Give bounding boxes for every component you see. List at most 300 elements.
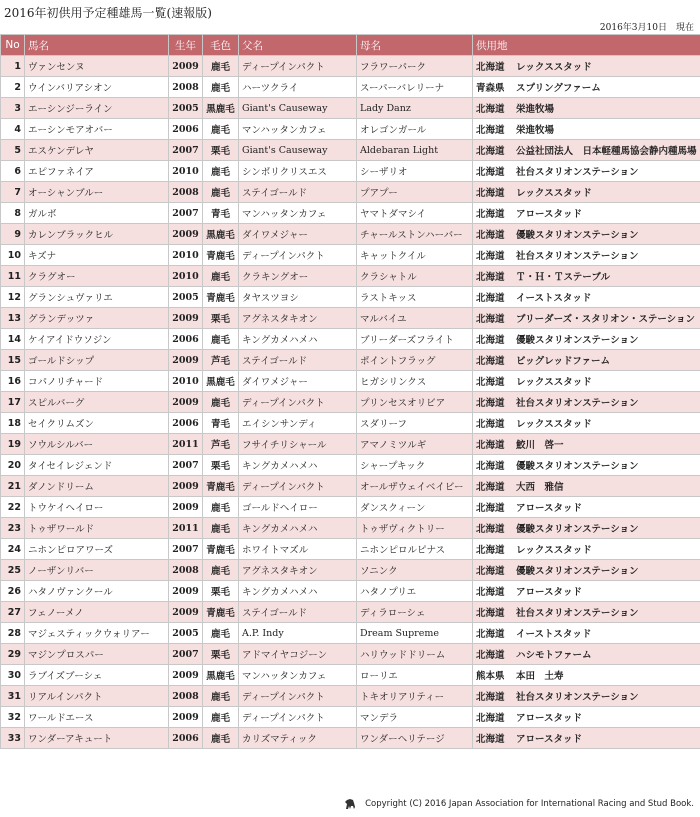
farm-name: 公益社団法人 日本軽種馬協会静内種馬場 [516, 146, 697, 157]
sire-name: マンハッタンカフェ [239, 119, 357, 140]
horse-name: タイセイレジェンド [25, 455, 169, 476]
coat-color: 鹿毛 [203, 623, 239, 644]
coat-color: 青鹿毛 [203, 602, 239, 623]
dam-name: プリンセスオリビア [357, 392, 473, 413]
dam-name: ソニンク [357, 560, 473, 581]
coat-color: 青毛 [203, 413, 239, 434]
birth-year: 2009 [169, 707, 203, 728]
prefecture: 北海道 [476, 545, 505, 556]
sire-name: ステイゴールド [239, 182, 357, 203]
coat-color: 芦毛 [203, 350, 239, 371]
farm-name: 社台スタリオンステーション [516, 608, 639, 619]
row-no: 30 [1, 665, 25, 686]
stallion-table [0, 34, 700, 749]
sire-name: クラキングオー [239, 266, 357, 287]
horse-name: エピファネイア [25, 161, 169, 182]
horse-name: ソウルシルバー [25, 434, 169, 455]
col-header-year: 生年 [169, 35, 203, 56]
stud-location [473, 98, 700, 119]
prefecture: 青森県 [476, 83, 505, 94]
row-no: 11 [1, 266, 25, 287]
dam-name: トキオリアリティー [357, 686, 473, 707]
prefecture: 北海道 [476, 146, 505, 157]
dam-name: トゥザヴィクトリー [357, 518, 473, 539]
stud-location [473, 56, 700, 77]
coat-color: 鹿毛 [203, 329, 239, 350]
birth-year: 2005 [169, 623, 203, 644]
birth-year: 2009 [169, 350, 203, 371]
row-no: 27 [1, 602, 25, 623]
stud-location [473, 77, 700, 98]
horse-name: コパノリチャード [25, 371, 169, 392]
stud-location [473, 224, 700, 245]
horse-name: ヴァンセンヌ [25, 56, 169, 77]
horse-name: カレンブラックヒル [25, 224, 169, 245]
col-header-name: 馬名 [25, 35, 169, 56]
horse-name: グランシュヴァリエ [25, 287, 169, 308]
prefecture: 北海道 [476, 125, 505, 136]
table-row [1, 329, 700, 350]
sire-name: ディープインパクト [239, 245, 357, 266]
stud-location [473, 476, 700, 497]
stud-location [473, 287, 700, 308]
table-row [1, 371, 700, 392]
row-no: 29 [1, 644, 25, 665]
farm-name: 大西 雅信 [516, 482, 564, 493]
dam-name: ニホンピロルピナス [357, 539, 473, 560]
dam-name: マルバイユ [357, 308, 473, 329]
horse-name: トウケイヘイロー [25, 497, 169, 518]
coat-color: 栗毛 [203, 140, 239, 161]
dam-name: スーパーバレリーナ [357, 77, 473, 98]
farm-name: 優駿スタリオンステーション [516, 566, 639, 577]
dam-name: シャープキック [357, 455, 473, 476]
horse-name: ウインバリアシオン [25, 77, 169, 98]
coat-color: 青鹿毛 [203, 287, 239, 308]
birth-year: 2010 [169, 245, 203, 266]
table-row [1, 350, 700, 371]
farm-name: レックススタッド [516, 62, 592, 73]
row-no: 24 [1, 539, 25, 560]
birth-year: 2007 [169, 203, 203, 224]
prefecture: 北海道 [476, 419, 505, 430]
sire-name: ハーツクライ [239, 77, 357, 98]
farm-name: 栄進牧場 [516, 104, 555, 115]
dam-name: ローリエ [357, 665, 473, 686]
row-no: 12 [1, 287, 25, 308]
stud-location [473, 518, 700, 539]
row-no: 3 [1, 98, 25, 119]
dam-name: ヒガシリンクス [357, 371, 473, 392]
prefecture: 熊本県 [476, 671, 505, 682]
table-row [1, 77, 700, 98]
farm-name: アロースタッド [516, 713, 583, 724]
row-no: 9 [1, 224, 25, 245]
row-no: 31 [1, 686, 25, 707]
dam-name: ディラローシェ [357, 602, 473, 623]
row-no: 15 [1, 350, 25, 371]
farm-name: アロースタッド [516, 587, 583, 598]
horse-name: エスケンデレヤ [25, 140, 169, 161]
prefecture: 北海道 [476, 650, 505, 661]
horse-name: ゴールドシップ [25, 350, 169, 371]
dam-name: キャットクイル [357, 245, 473, 266]
stud-location [473, 728, 700, 749]
sire-name: ダイワメジャー [239, 371, 357, 392]
horse-name: クラグオー [25, 266, 169, 287]
sire-name: マンハッタンカフェ [239, 203, 357, 224]
coat-color: 栗毛 [203, 455, 239, 476]
dam-name: オールザウェイベイビー [357, 476, 473, 497]
birth-year: 2005 [169, 98, 203, 119]
horse-name: マジンプロスパー [25, 644, 169, 665]
table-header-row [1, 35, 700, 56]
horse-name: リアルインパクト [25, 686, 169, 707]
stud-location [473, 203, 700, 224]
prefecture: 北海道 [476, 398, 505, 409]
dam-name: スダリーフ [357, 413, 473, 434]
col-header-color: 毛色 [203, 35, 239, 56]
sire-name: ダイワメジャー [239, 224, 357, 245]
birth-year: 2008 [169, 560, 203, 581]
dam-name: チャールストンハーバー [357, 224, 473, 245]
stud-location [473, 392, 700, 413]
birth-year: 2006 [169, 329, 203, 350]
birth-year: 2008 [169, 686, 203, 707]
farm-name: 優駿スタリオンステーション [516, 335, 639, 346]
sire-name: Giant's Causeway [239, 98, 357, 119]
prefecture: 北海道 [476, 566, 505, 577]
prefecture: 北海道 [476, 377, 505, 388]
stud-location [473, 581, 700, 602]
col-header-no: No [1, 35, 25, 56]
table-row [1, 476, 700, 497]
table-row [1, 560, 700, 581]
farm-name: スプリングファーム [516, 83, 601, 94]
sire-name: アグネスタキオン [239, 308, 357, 329]
row-no: 26 [1, 581, 25, 602]
coat-color: 黒鹿毛 [203, 98, 239, 119]
table-row [1, 392, 700, 413]
coat-color: 鹿毛 [203, 686, 239, 707]
horse-name: グランデッツァ [25, 308, 169, 329]
farm-name: 社台スタリオンステーション [516, 398, 639, 409]
birth-year: 2010 [169, 371, 203, 392]
dam-name: シーザリオ [357, 161, 473, 182]
birth-year: 2007 [169, 455, 203, 476]
table-row [1, 266, 700, 287]
row-no: 28 [1, 623, 25, 644]
row-no: 14 [1, 329, 25, 350]
stud-location [473, 245, 700, 266]
table-row [1, 287, 700, 308]
dam-name: オレゴンガール [357, 119, 473, 140]
horse-name: キズナ [25, 245, 169, 266]
prefecture: 北海道 [476, 167, 505, 178]
horse-name: ワンダーアキュート [25, 728, 169, 749]
farm-name: アロースタッド [516, 503, 583, 514]
sire-name: アドマイヤコジーン [239, 644, 357, 665]
row-no: 22 [1, 497, 25, 518]
horse-name: ノーザンリバー [25, 560, 169, 581]
horse-name: マジェスティックウォリアー [25, 623, 169, 644]
table-row [1, 497, 700, 518]
dam-name: マンデラ [357, 707, 473, 728]
sire-name: タヤスツヨシ [239, 287, 357, 308]
birth-year: 2010 [169, 266, 203, 287]
prefecture: 北海道 [476, 230, 505, 241]
birth-year: 2011 [169, 434, 203, 455]
dam-name: ヤマトダマシイ [357, 203, 473, 224]
coat-color: 黒鹿毛 [203, 224, 239, 245]
coat-color: 鹿毛 [203, 392, 239, 413]
coat-color: 鹿毛 [203, 497, 239, 518]
farm-name: 優駿スタリオンステーション [516, 524, 639, 535]
row-no: 20 [1, 455, 25, 476]
sire-name: Giant's Causeway [239, 140, 357, 161]
horse-name: ガルボ [25, 203, 169, 224]
farm-name: レックススタッド [516, 545, 592, 556]
farm-name: 鮫川 啓一 [516, 440, 564, 451]
table-row [1, 455, 700, 476]
birth-year: 2007 [169, 140, 203, 161]
col-header-location: 供用地 [473, 35, 700, 56]
table-row [1, 665, 700, 686]
prefecture: 北海道 [476, 62, 505, 73]
stud-location [473, 266, 700, 287]
stud-location [473, 623, 700, 644]
row-no: 19 [1, 434, 25, 455]
stud-location [473, 350, 700, 371]
table-row [1, 245, 700, 266]
coat-color: 鹿毛 [203, 707, 239, 728]
horse-name: エーシンモアオバー [25, 119, 169, 140]
table-row [1, 119, 700, 140]
row-no: 16 [1, 371, 25, 392]
horse-name: ケイアイドウソジン [25, 329, 169, 350]
stud-location [473, 644, 700, 665]
stud-location [473, 707, 700, 728]
prefecture: 北海道 [476, 461, 505, 472]
table-row [1, 434, 700, 455]
row-no: 1 [1, 56, 25, 77]
coat-color: 鹿毛 [203, 161, 239, 182]
dam-name: ワンダーヘリテージ [357, 728, 473, 749]
table-row [1, 56, 700, 77]
coat-color: 栗毛 [203, 644, 239, 665]
dam-name: ラストキッス [357, 287, 473, 308]
prefecture: 北海道 [476, 209, 505, 220]
prefecture: 北海道 [476, 356, 505, 367]
row-no: 5 [1, 140, 25, 161]
table-row [1, 686, 700, 707]
prefecture: 北海道 [476, 482, 505, 493]
sire-name: キングカメハメハ [239, 518, 357, 539]
stud-location [473, 329, 700, 350]
birth-year: 2008 [169, 77, 203, 98]
farm-name: 優駿スタリオンステーション [516, 230, 639, 241]
birth-year: 2007 [169, 539, 203, 560]
prefecture: 北海道 [476, 587, 505, 598]
farm-name: レックススタッド [516, 419, 592, 430]
sire-name: シンボリクリスエス [239, 161, 357, 182]
dam-name: ダンスクィーン [357, 497, 473, 518]
prefecture: 北海道 [476, 734, 505, 745]
birth-year: 2009 [169, 224, 203, 245]
row-no: 17 [1, 392, 25, 413]
horse-logo-icon [343, 797, 357, 811]
birth-year: 2006 [169, 728, 203, 749]
stud-location [473, 140, 700, 161]
table-row [1, 707, 700, 728]
prefecture: 北海道 [476, 524, 505, 535]
farm-name: レックススタッド [516, 377, 592, 388]
birth-year: 2007 [169, 644, 203, 665]
row-no: 23 [1, 518, 25, 539]
coat-color: 栗毛 [203, 308, 239, 329]
coat-color: 青毛 [203, 203, 239, 224]
dam-name: クラシャトル [357, 266, 473, 287]
prefecture: 北海道 [476, 335, 505, 346]
farm-name: ブリーダーズ・スタリオン・ステーション [516, 314, 695, 325]
horse-name: ワールドエース [25, 707, 169, 728]
stud-location [473, 686, 700, 707]
horse-name: ハタノヴァンクール [25, 581, 169, 602]
row-no: 21 [1, 476, 25, 497]
dam-name: ハタノプリエ [357, 581, 473, 602]
sire-name: キングカメハメハ [239, 329, 357, 350]
coat-color: 青鹿毛 [203, 539, 239, 560]
birth-year: 2009 [169, 476, 203, 497]
farm-name: 社台スタリオンステーション [516, 167, 639, 178]
birth-year: 2009 [169, 497, 203, 518]
sire-name: ステイゴールド [239, 350, 357, 371]
birth-year: 2008 [169, 182, 203, 203]
farm-name: ハシモトファーム [516, 650, 592, 661]
stud-location [473, 539, 700, 560]
sire-name: マンハッタンカフェ [239, 665, 357, 686]
birth-year: 2011 [169, 518, 203, 539]
birth-year: 2009 [169, 56, 203, 77]
birth-year: 2005 [169, 287, 203, 308]
dam-name: アマノミツルギ [357, 434, 473, 455]
birth-year: 2010 [169, 161, 203, 182]
prefecture: 北海道 [476, 608, 505, 619]
farm-name: Ｔ・Ｈ・Ｔステーブル [516, 272, 610, 283]
horse-name: トゥザワールド [25, 518, 169, 539]
col-header-dam: 母名 [357, 35, 473, 56]
stud-location [473, 413, 700, 434]
table-row [1, 518, 700, 539]
birth-year: 2009 [169, 308, 203, 329]
table-row [1, 203, 700, 224]
sire-name: ディープインパクト [239, 707, 357, 728]
table-row [1, 161, 700, 182]
table-row [1, 644, 700, 665]
stud-location [473, 308, 700, 329]
coat-color: 栗毛 [203, 581, 239, 602]
dam-name: Dream Supreme [357, 623, 473, 644]
prefecture: 北海道 [476, 440, 505, 451]
birth-year: 2006 [169, 119, 203, 140]
row-no: 7 [1, 182, 25, 203]
prefecture: 北海道 [476, 104, 505, 115]
sire-name: ディープインパクト [239, 392, 357, 413]
row-no: 18 [1, 413, 25, 434]
prefecture: 北海道 [476, 272, 505, 283]
stud-location [473, 665, 700, 686]
prefecture: 北海道 [476, 692, 505, 703]
coat-color: 黒鹿毛 [203, 371, 239, 392]
table-row [1, 623, 700, 644]
table-row [1, 602, 700, 623]
farm-name: 優駿スタリオンステーション [516, 461, 639, 472]
sire-name: ホワイトマズル [239, 539, 357, 560]
table-row [1, 539, 700, 560]
prefecture: 北海道 [476, 251, 505, 262]
coat-color: 芦毛 [203, 434, 239, 455]
birth-year: 2009 [169, 665, 203, 686]
horse-name: フェノーメノ [25, 602, 169, 623]
table-row [1, 140, 700, 161]
birth-year: 2009 [169, 581, 203, 602]
horse-name: ダノンドリーム [25, 476, 169, 497]
row-no: 6 [1, 161, 25, 182]
table-row [1, 308, 700, 329]
prefecture: 北海道 [476, 314, 505, 325]
prefecture: 北海道 [476, 629, 505, 640]
sire-name: ステイゴールド [239, 602, 357, 623]
prefecture: 北海道 [476, 713, 505, 724]
prefecture: 北海道 [476, 503, 505, 514]
farm-name: 栄進牧場 [516, 125, 555, 136]
row-no: 10 [1, 245, 25, 266]
coat-color: 鹿毛 [203, 560, 239, 581]
col-header-sire: 父名 [239, 35, 357, 56]
dam-name: フラワーパーク [357, 56, 473, 77]
row-no: 32 [1, 707, 25, 728]
farm-name: 社台スタリオンステーション [516, 692, 639, 703]
sire-name: A.P. Indy [239, 623, 357, 644]
table-row [1, 182, 700, 203]
table-row [1, 224, 700, 245]
sire-name: ディープインパクト [239, 686, 357, 707]
coat-color: 鹿毛 [203, 728, 239, 749]
coat-color: 鹿毛 [203, 119, 239, 140]
birth-year: 2009 [169, 602, 203, 623]
horse-name: ニホンピロアワーズ [25, 539, 169, 560]
prefecture: 北海道 [476, 188, 505, 199]
dam-name: ポイントフラッグ [357, 350, 473, 371]
farm-name: アロースタッド [516, 734, 583, 745]
farm-name: イーストスタッド [516, 629, 592, 640]
table-row [1, 98, 700, 119]
stud-location [473, 455, 700, 476]
table-row [1, 413, 700, 434]
birth-year: 2009 [169, 392, 203, 413]
stud-location [473, 602, 700, 623]
horse-name: オーシャンブルー [25, 182, 169, 203]
dam-name: ハリウッドドリーム [357, 644, 473, 665]
page-title: 2016年初供用予定種雄馬一覧(速報版) [4, 6, 212, 20]
table-row [1, 581, 700, 602]
stud-location [473, 560, 700, 581]
dam-name: プアプー [357, 182, 473, 203]
row-no: 2 [1, 77, 25, 98]
birth-year: 2006 [169, 413, 203, 434]
sire-name: ディープインパクト [239, 56, 357, 77]
prefecture: 北海道 [476, 293, 505, 304]
